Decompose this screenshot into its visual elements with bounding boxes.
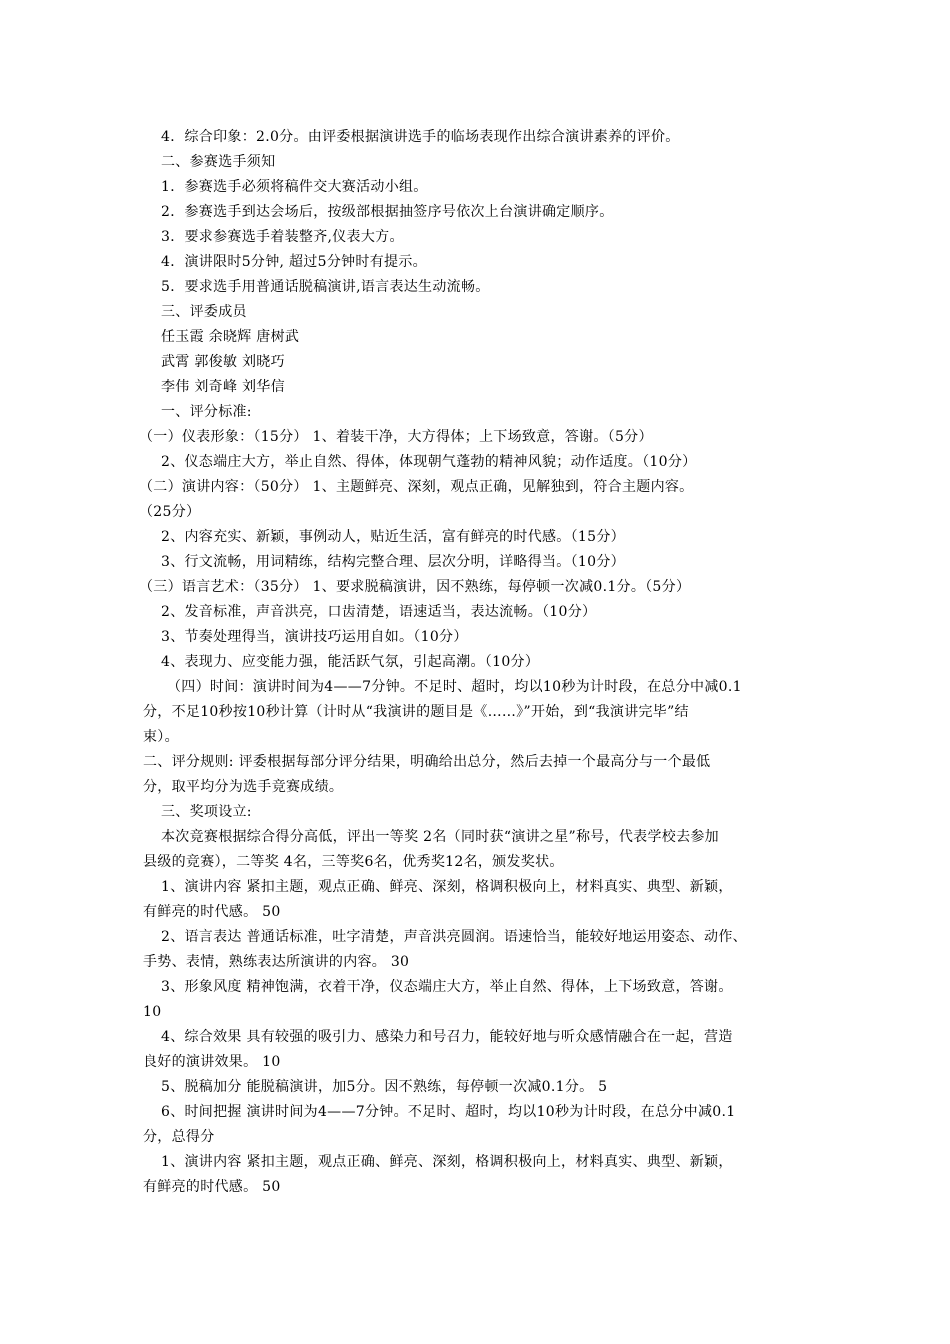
text-line: 有鲜亮的时代感。 50	[143, 1179, 281, 1195]
text-line: 2、仪态端庄大方，举止自然、得体，体现朝气蓬勃的精神风貌；动作适度。（10分）	[161, 454, 697, 470]
text-line: 2、内容充实、新颖，事例动人，贴近生活，富有鲜亮的时代感。（15分）	[161, 529, 625, 545]
text-line: 束）。	[143, 729, 179, 745]
text-line: 有鲜亮的时代感。 50	[143, 904, 281, 920]
text-line: 4、表现力、应变能力强，能活跃气氛，引起高潮。（10分）	[161, 654, 540, 670]
text-line: 2．参赛选手到达会场后，按级部根据抽签序号依次上台演讲确定顺序。	[161, 204, 614, 220]
text-line: 5．要求选手用普通话脱稿演讲,语言表达生动流畅。	[161, 279, 490, 295]
section-heading: 二、参赛选手须知	[161, 154, 276, 170]
text-line: 良好的演讲效果。 10	[143, 1054, 281, 1070]
text-line: 4．演讲限时5分钟, 超过5分钟时有提示。	[161, 254, 427, 270]
text-line: 3、形象风度 精神饱满，衣着干净，仪态端庄大方，举止自然、得体，上下场致意，答谢。	[161, 979, 733, 995]
text-line: 1、演讲内容 紧扣主题，观点正确、鲜亮、深刻，格调积极向上，材料真实、典型、新颖，	[161, 1154, 733, 1170]
text-line: 县级的竞赛），二等奖 4名，三等奖6名，优秀奖12名，颁发奖状。	[143, 854, 564, 870]
text-line: 分，取平均分为选手竞赛成绩。	[143, 779, 344, 795]
text-line: 3．要求参赛选手着装整齐,仪表大方。	[161, 229, 404, 245]
text-line: （一）仪表形象：（15分） 1、着装干净，大方得体；上下场致意，答谢。（5分）	[139, 429, 653, 445]
text-line: （25分）	[139, 504, 201, 520]
text-line: （三）语言艺术：（35分） 1、要求脱稿演讲，因不熟练，每停顿一次减0.1分。（5分）	[139, 579, 691, 595]
section-heading: 一、评分标准:	[161, 404, 252, 420]
text-line: （四）时间：演讲时间为4——7分钟。不足时、超时，均以10秒为计时段，在总分中减0.1	[167, 679, 742, 695]
text-line: 手势、表情，熟练表达所演讲的内容。 30	[143, 954, 410, 970]
text-line: 2、发音标准，声音洪亮，口齿清楚，语速适当，表达流畅。（10分）	[161, 604, 597, 620]
text-line: 本次竞赛根据综合得分高低，评出一等奖 2名（同时获“演讲之星”称号，代表学校去参加	[161, 829, 719, 845]
text-line: （二）演讲内容：（50分） 1、主题鲜亮、深刻，观点正确，见解独到，符合主题内容。	[139, 479, 694, 495]
document-body	[139, 125, 813, 1200]
text-line: 3、行文流畅，用词精练，结构完整合理、层次分明，详略得当。（10分）	[161, 554, 625, 570]
judges-row: 武霄 郭俊敏 刘晓巧	[161, 354, 285, 370]
text-line: 6、时间把握 演讲时间为4——7分钟。不足时、超时，均以10秒为计时段，在总分中减0.1	[161, 1104, 736, 1120]
text-line: 分，总得分	[143, 1129, 215, 1145]
text-line: 4、综合效果 具有较强的吸引力、感染力和号召力，能较好地与听众感情融合在一起，营造	[161, 1029, 733, 1045]
text-line: 5、脱稿加分 能脱稿演讲，加5分。因不熟练，每停顿一次减0.1分。 5	[161, 1079, 608, 1095]
section-heading: 二、评分规则: 评委根据每部分评分结果，明确给出总分，然后去掉一个最高分与一个最低	[143, 754, 711, 770]
text-line: 4．综合印象：2.0分。由评委根据演讲选手的临场表现作出综合演讲素养的评价。	[161, 129, 680, 145]
text-line: 1、演讲内容 紧扣主题，观点正确、鲜亮、深刻，格调积极向上，材料真实、典型、新颖，	[161, 879, 733, 895]
text-line: 分，不足10秒按10秒计算（计时从“我演讲的题目是《……》”开始，到“我演讲完毕”结	[143, 704, 689, 720]
text-line: 2、语言表达 普通话标准，吐字清楚，声音洪亮圆润。语速恰当，能较好地运用姿态、动作、	[161, 929, 747, 945]
text-line: 3、节奏处理得当，演讲技巧运用自如。（10分）	[161, 629, 468, 645]
section-heading: 三、奖项设立:	[161, 804, 252, 820]
judges-row: 任玉霞 余晓辉 唐树武	[161, 329, 300, 345]
judges-row: 李伟 刘奇峰 刘华信	[161, 379, 285, 395]
section-heading: 三、评委成员	[161, 304, 247, 320]
text-line: 10	[143, 1004, 162, 1020]
text-line: 1．参赛选手必须将稿件交大赛活动小组。	[161, 179, 428, 195]
